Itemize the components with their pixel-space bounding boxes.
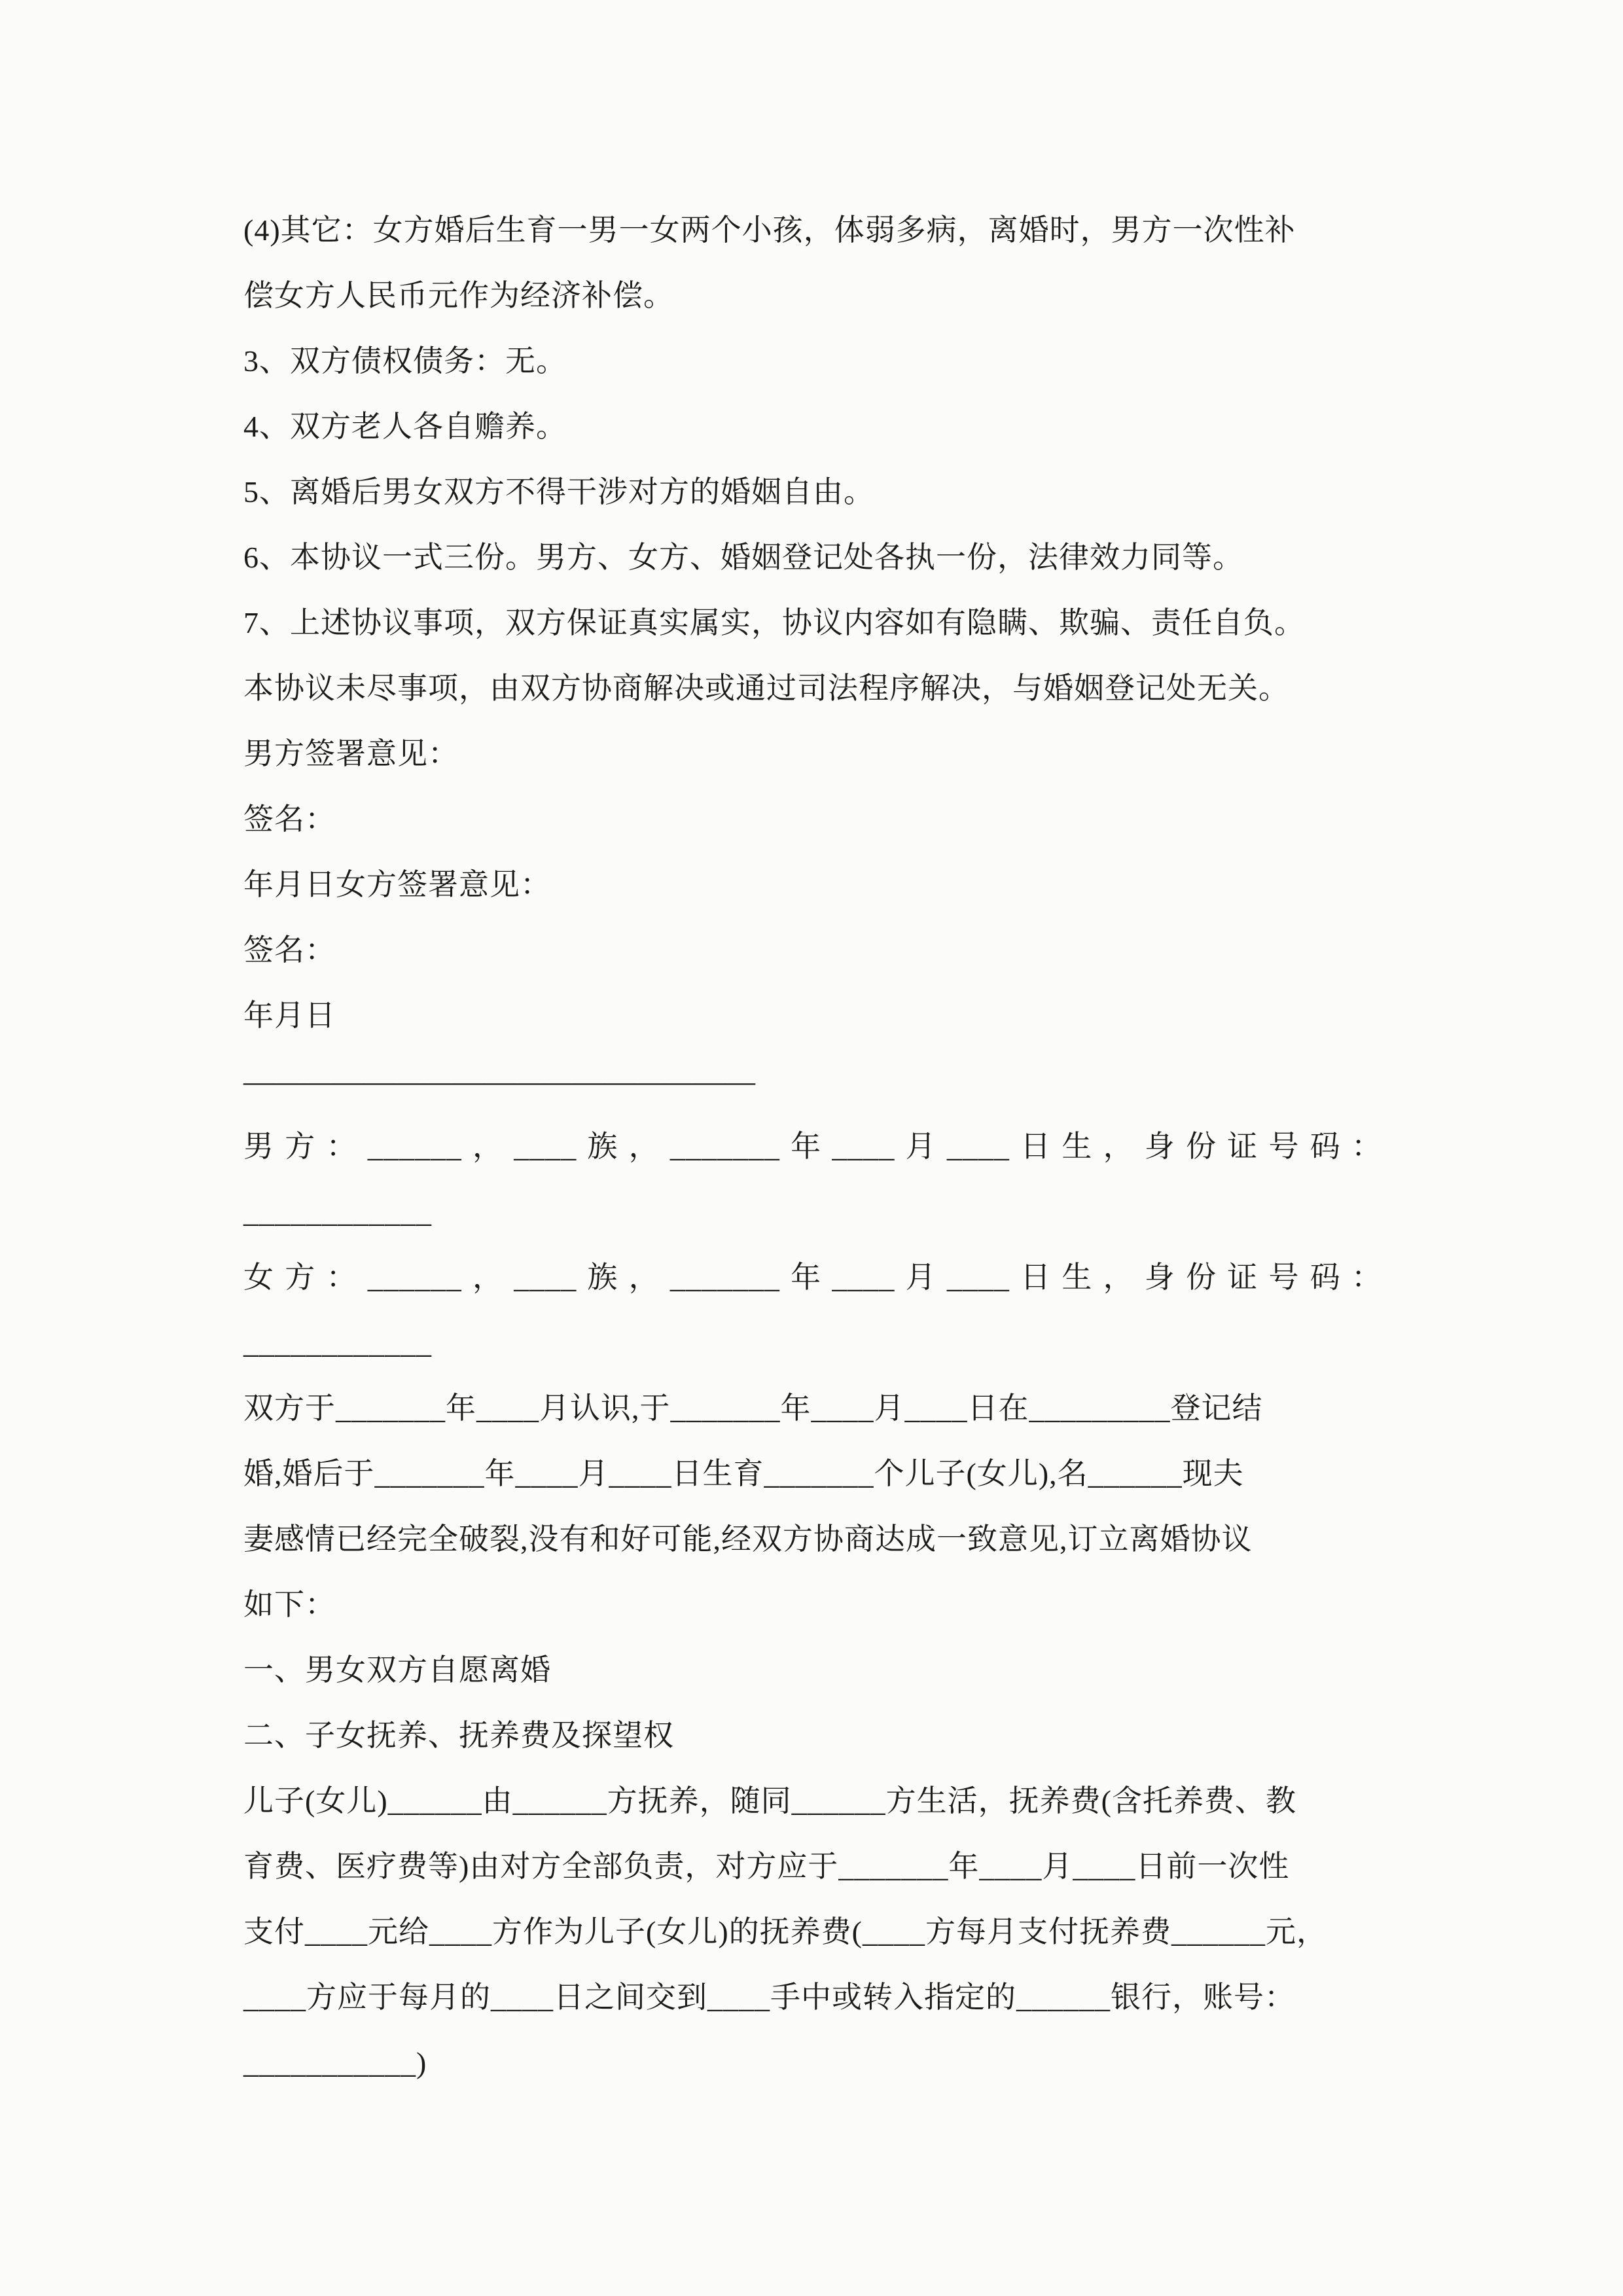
signature-line-female: 签名： [243,933,336,967]
document-line: 支付____元给____方作为儿子(女儿)的抚养费(____方每月支付抚养费______元， [243,1915,1327,1948]
document-body [243,198,1382,2096]
document-line: 3、双方债权债务：无。 [243,344,567,378]
document-line: 儿子(女儿)______由______方抚养，随同______方生活，抚养费(含托养费、教 [243,1784,1296,1818]
female-id-blank-line: ____________ [243,1326,432,1359]
document-line: 如下： [243,1588,336,1621]
document-line: (4)其它：女方婚后生育一男一女两个小孩，体弱多病，离婚时，男方一次性补 [243,213,1296,247]
document-line: 5、离婚后男女双方不得干涉对方的婚姻自由。 [243,475,874,509]
document-line: 妻感情已经完全破裂,没有和好可能,经双方协商达成一致意见,订立离婚协议 [243,1522,1253,1556]
male-id-blank-line: ____________ [243,1195,432,1229]
signature-section-label-female: 年月日女方签署意见： [243,868,551,901]
document-line: ____方应于每月的____日之间交到____手中或转入指定的______银行，账号： [243,1981,1295,2014]
clause-two-heading: 二、子女抚养、抚养费及探望权 [243,1719,674,1752]
document-line: 婚,婚后于_______年____月____日生育_______个儿子(女儿),名______现夫 [243,1457,1244,1490]
account-blank-line: ___________) [243,2046,427,2079]
section-divider: ————————————————— [243,1064,755,1098]
document-line: 双方于_______年____月认识,于_______年____月____日在_________登记结 [243,1391,1263,1425]
female-party-info-line: 女方：______，____族，_______年____月____日生，身份证号码： [243,1261,1382,1294]
signature-section-label-male: 男方签署意见： [243,737,459,770]
signature-line-male: 签名： [243,802,336,836]
document-line: 本协议未尽事项，由双方协商解决或通过司法程序解决，与婚姻登记处无关。 [243,672,1289,705]
document-line: 偿女方人民币元作为经济补偿。 [243,279,674,312]
document-line: 育费、医疗费等)由对方全部负责，对方应于_______年____月____日前一次性 [243,1850,1290,1883]
document-line: 7、上述协议事项，双方保证真实属实，协议内容如有隐瞒、欺骗、责任自负。 [243,606,1305,639]
document-line: 6、本协议一式三份。男方、女方、婚姻登记处各执一份，法律效力同等。 [243,541,1243,574]
date-line: 年月日 [243,999,336,1032]
document-line: 4、双方老人各自赡养。 [243,410,567,443]
clause-one-heading: 一、男女双方自愿离婚 [243,1653,551,1687]
male-party-info-line: 男方：______，____族，_______年____月____日生，身份证号码： [243,1130,1382,1163]
